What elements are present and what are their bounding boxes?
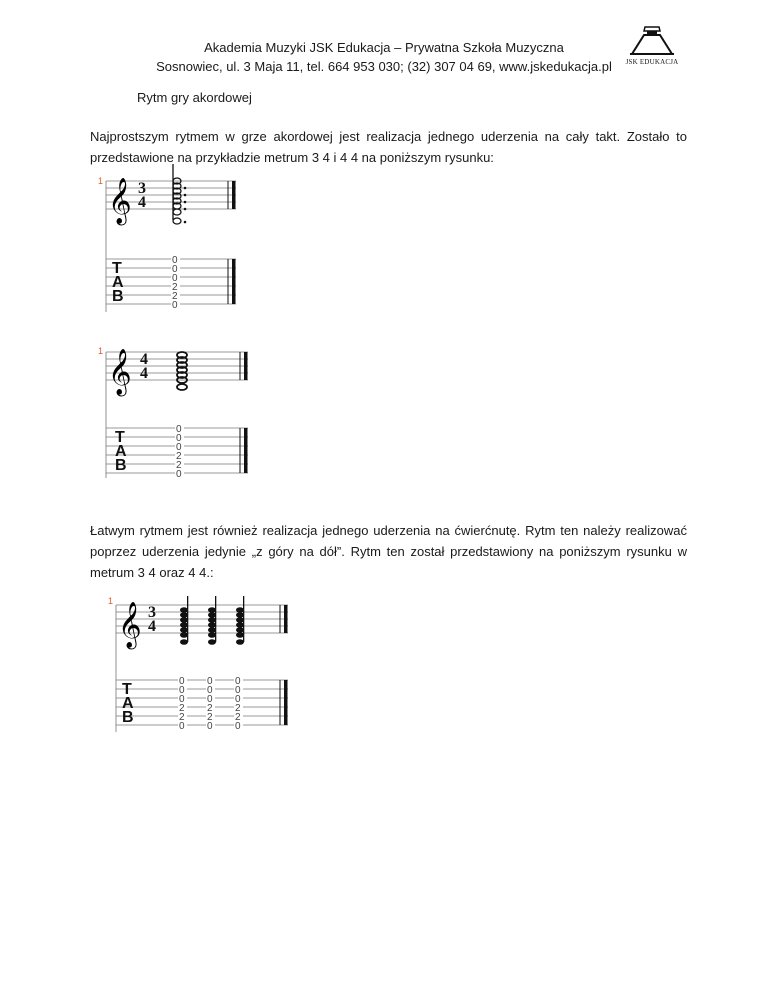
time-signature-bottom: 4: [148, 618, 156, 635]
tab-chord: [175, 422, 184, 480]
tab-fret: 0: [179, 721, 185, 732]
time-signature-top: 4: [140, 351, 148, 368]
tab-fret: 0: [176, 424, 182, 435]
measure-number: 1: [108, 596, 114, 606]
quarter-chord-1: [180, 596, 188, 645]
time-signature-bottom: 4: [138, 194, 146, 211]
tab-chord-3: [234, 674, 243, 732]
tab-fret: 2: [235, 703, 241, 714]
chord-notes: [173, 164, 181, 224]
tab-fret: 0: [235, 685, 241, 696]
tab-fret: 2: [176, 451, 182, 462]
logo-text: JSK EDUKACJA: [625, 58, 679, 66]
treble-clef-icon: 𝄞: [118, 602, 142, 648]
tab-fret: 0: [207, 694, 213, 705]
tab-fret: 2: [172, 291, 178, 302]
staff-lines: [116, 605, 288, 633]
time-signature-top: 3: [138, 180, 146, 197]
section-heading: Rytm gry akordowej: [137, 90, 252, 105]
measure-number: 1: [98, 346, 104, 356]
time-signature-top: 3: [148, 604, 156, 621]
tab-fret: 2: [235, 712, 241, 723]
tab-letter-t: T: [112, 260, 122, 277]
treble-clef-icon: 𝄞: [108, 349, 132, 395]
tab-fret: 2: [207, 703, 213, 714]
tab-letter-b: B: [122, 709, 134, 726]
notation-figure-44-whole: [96, 340, 256, 490]
tab-fret: 0: [172, 300, 178, 311]
tab-letter-t: T: [115, 429, 125, 446]
quarter-chord-3: [236, 596, 244, 645]
tab-letter-b: B: [112, 288, 124, 305]
tab-fret: 0: [176, 442, 182, 453]
header-address: Sosnowiec, ul. 3 Maja 11, tel. 664 953 030; (32) 307 04 69, www.jskedukacja.pl: [156, 59, 612, 74]
tab-letter-a: A: [115, 443, 127, 460]
tab-fret: 2: [176, 460, 182, 471]
tab-fret: 2: [179, 703, 185, 714]
tab-staff-lines: [116, 680, 288, 725]
tab-letter-a: A: [112, 274, 124, 291]
tab-fret: 0: [207, 676, 213, 687]
header-school-name: Akademia Muzyki JSK Edukacja – Prywatna Szkoła Muzyczna: [204, 40, 564, 55]
tab-fret: 0: [172, 273, 178, 284]
tab-letter-a: A: [122, 695, 134, 712]
quarter-chord-2: [208, 596, 216, 645]
tab-letter-b: B: [115, 457, 127, 474]
tab-fret: 2: [207, 712, 213, 723]
notation-figure-34-quarters: [106, 594, 296, 739]
tab-fret: 2: [179, 712, 185, 723]
time-signature-bottom: 4: [140, 365, 148, 382]
tab-fret: 0: [207, 685, 213, 696]
tab-fret: 0: [235, 676, 241, 687]
tab-fret: 0: [207, 721, 213, 732]
tab-fret: 0: [179, 685, 185, 696]
chord-notes: [177, 352, 187, 390]
treble-clef-icon: 𝄞: [108, 178, 132, 224]
measure-number: 1: [98, 176, 104, 186]
tab-letter-t: T: [122, 681, 132, 698]
tab-fret: 0: [179, 694, 185, 705]
tab-chord-1: [178, 674, 187, 732]
paragraph-whole-measure: Najprostszym rytmem w grze akordowej jest realizacja jednego uderzenia na cały takt. Zostało to przedstawione na przykładzie metrum 3 4 i 4 4 na poniższym rysunku:: [90, 129, 687, 165]
tab-fret: 0: [235, 694, 241, 705]
paragraph-quarter-note: Łatwym rytmem jest również realizacja jednego uderzenia na ćwierćnutę. Rytm ten należy realizować poprzez uderzenia jedynie „z góry na dół”. Rytm ten został przedstawiony na poniższym rysunku w metrum 3 4 oraz 4 4.:: [90, 523, 687, 580]
tab-fret: 0: [176, 433, 182, 444]
tab-chord: [171, 253, 180, 311]
tab-fret: 2: [172, 282, 178, 293]
tab-fret: 0: [179, 676, 185, 687]
tab-fret: 0: [235, 721, 241, 732]
notation-figure-34-whole: [96, 160, 256, 320]
tab-fret: 0: [172, 264, 178, 275]
tab-fret: 0: [172, 255, 178, 266]
tab-fret: 0: [176, 469, 182, 480]
tab-chord-2: [206, 674, 215, 732]
